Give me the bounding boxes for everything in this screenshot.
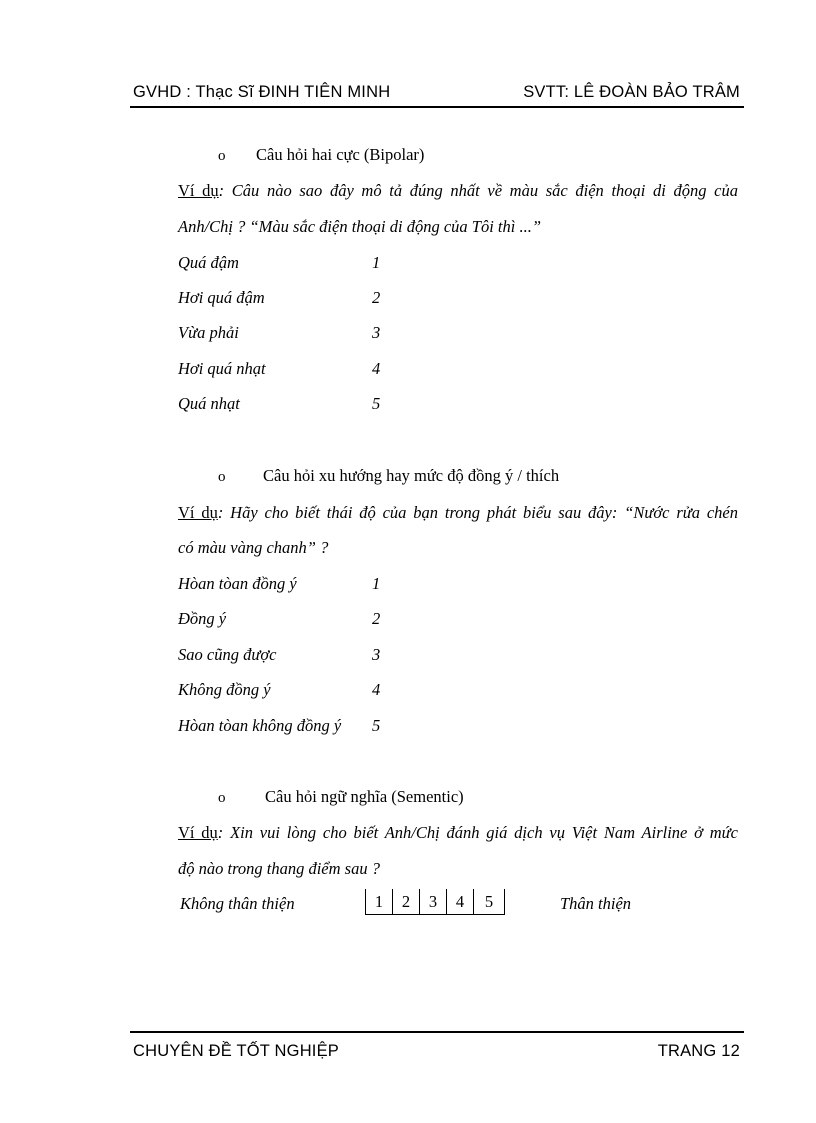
example-label: Ví dụ (178, 503, 218, 522)
section1-option-value: 1 (372, 253, 381, 272)
scale-cell: 4 (446, 889, 473, 914)
section1-option-value: 5 (372, 394, 381, 413)
section2-option-label: Hòan tòan đồng ý (178, 574, 297, 593)
section2-example-line2: có màu vàng chanh” ? (178, 538, 329, 557)
section2-option-label: Không đồng ý (178, 680, 271, 699)
section1-example-line1 (178, 181, 738, 201)
footer-rule (130, 1031, 744, 1033)
section2-option-label: Sao cũng được (178, 645, 277, 664)
section1-option-value: 4 (372, 359, 381, 378)
section1-example-line2: Anh/Chị ? “Màu sắc điện thoại di động của Tôi thì ...” (178, 217, 542, 236)
page-number: TRANG 12 (657, 1042, 740, 1060)
example-label: Ví dụ (178, 181, 219, 200)
section2-option-value: 3 (372, 645, 381, 664)
scale-left-label: Không thân thiện (180, 894, 295, 913)
section2-option-label: Đồng ý (178, 609, 227, 628)
section2-option-value: 5 (372, 716, 381, 735)
section2-option-value: 1 (372, 574, 381, 593)
section1-title: Câu hỏi hai cực (Bipolar) (256, 145, 425, 164)
section1-option-label: Vừa phải (178, 323, 239, 342)
header-rule (130, 106, 744, 108)
section3-example-line2: độ nào trong thang điểm sau ? (178, 859, 380, 878)
section2-example-line1 (178, 503, 738, 523)
section1-option-label: Quá đậm (178, 253, 239, 272)
section1-option-label: Hơi quá nhạt (178, 359, 266, 378)
section2-title: Câu hỏi xu hướng hay mức độ đồng ý / thích (263, 466, 560, 485)
bullet-icon: o (218, 469, 226, 485)
scale-right-label: Thân thiện (560, 894, 632, 913)
section2-option-value: 4 (372, 680, 381, 699)
section3-title: Câu hỏi ngữ nghĩa (Sementic) (265, 787, 464, 806)
section2-option-value: 2 (372, 609, 381, 628)
header-instructor: GVHD : Thạc Sĩ ĐINH TIÊN MINH (133, 83, 391, 101)
section1-option-value: 3 (372, 323, 381, 342)
header-student: SVTT: LÊ ĐOÀN BẢO TRÂM (523, 83, 740, 101)
scale-cell: 3 (419, 889, 446, 914)
section2-option-label: Hòan tòan không đồng ý (178, 716, 342, 735)
rating-scale (365, 889, 505, 915)
section3-example-line1 (178, 823, 738, 843)
section1-option-label: Quá nhạt (178, 394, 240, 413)
footer-title: CHUYÊN ĐỀ TỐT NGHIỆP (133, 1042, 340, 1060)
scale-cell: 1 (374, 892, 384, 911)
example-text: : Câu nào sao đây mô tả đúng nhất về màu sắc điện thoại di động của (218, 181, 738, 200)
section1-option-value: 2 (372, 288, 381, 307)
example-text: : Hãy cho biết thái độ của bạn trong phát biểu sau đây: “Nước rửa chén (217, 503, 738, 522)
scale-cell: 5 (473, 889, 504, 914)
example-label: Ví dụ (178, 823, 218, 842)
scale-cell: 2 (392, 889, 419, 914)
bullet-icon: o (218, 148, 226, 164)
section1-option-label: Hơi quá đậm (178, 288, 265, 307)
example-text: : Xin vui lòng cho biết Anh/Chị đánh giá dịch vụ Việt Nam Airline ở mức (217, 823, 739, 842)
bullet-icon: o (218, 790, 226, 806)
